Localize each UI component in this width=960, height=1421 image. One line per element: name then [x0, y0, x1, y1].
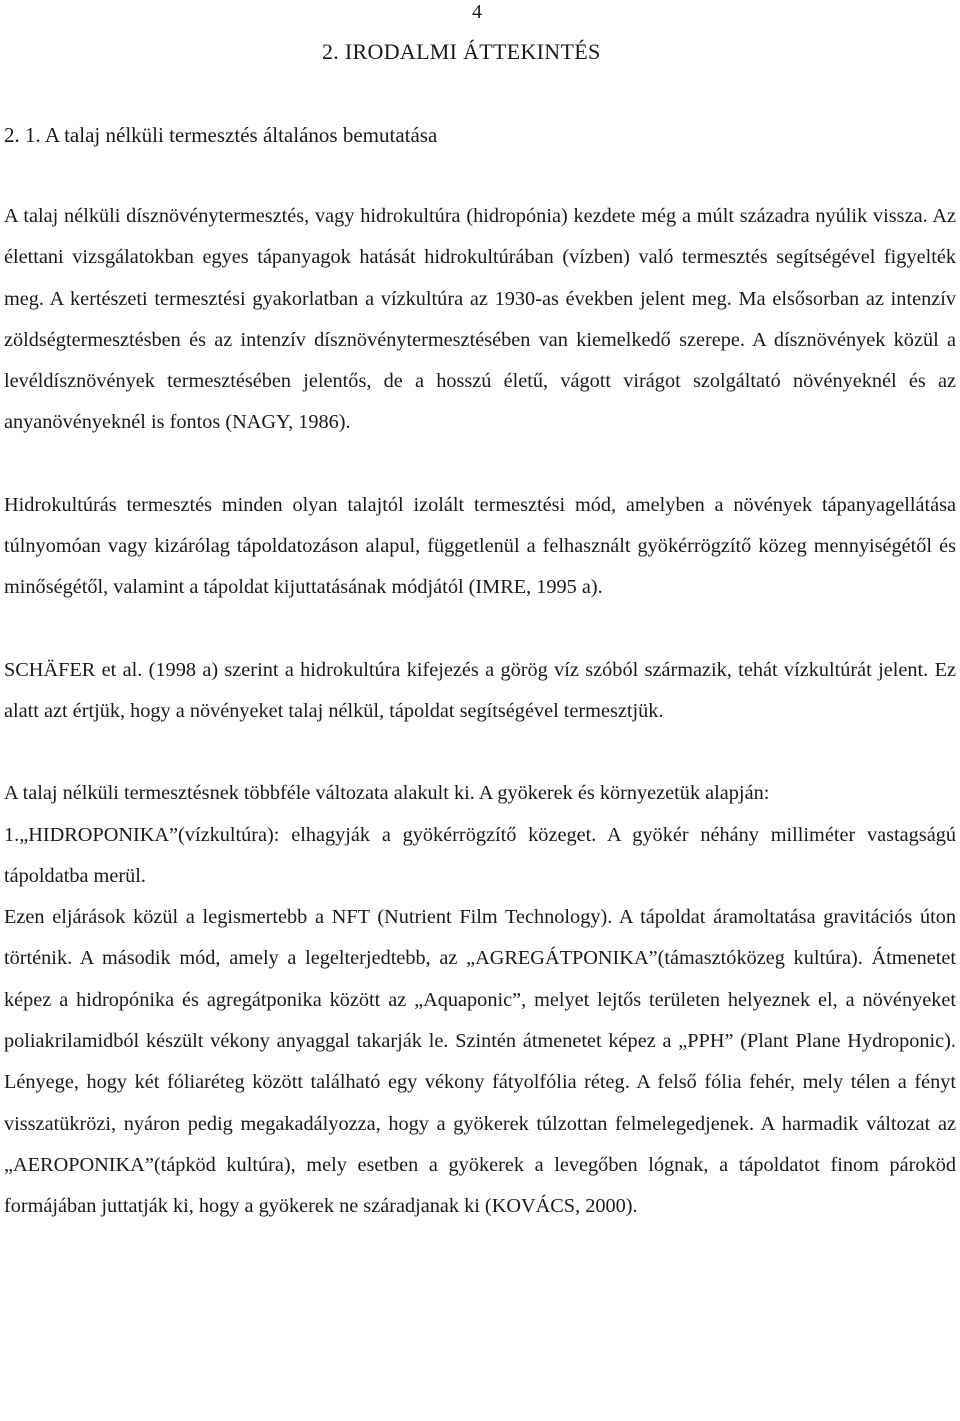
- paragraph-hidroponika: 1.„HIDROPONIKA”(vízkultúra): elhagyják a gyökérrögzítő közeget. A gyökér néhány milliméter vastagságú tápoldatba merül.: [4, 823, 956, 887]
- body-text: [4, 196, 956, 1228]
- paragraph-definition: Hidrokultúrás termesztés minden olyan talajtól izolált termesztési mód, amelyben a növények tápanyagellátása túlnyomóan vagy kizárólag tápoldatozáson alapul, függetlenül a felhasznált gyökérrögzítő közeg mennyiségétől és minőségétől, valamint a tápoldat kijuttatásának módjától (IMRE, 1995 a).: [4, 493, 956, 599]
- chapter-title: 2. IRODALMI ÁTTEKINTÉS: [322, 39, 601, 64]
- paragraph-methods: Ezen eljárások közül a legismertebb a NFT (Nutrient Film Technology). A tápoldat áramoltatása gravitációs úton történik. A második mód, amely a legelterjedtebb, az „AGREGÁTPONIKA”(támasztóközeg kultúra). Átmenetet képez a hidropónika és agregátponika között az „Aquaponic”, melyet lejtős területen helyeznek el, a növényeket poliakrilamidból készült vékony anyaggal takarják le. Szintén átmenetet képez a „PPH” (Plant Plane Hydroponic). Lényege, hogy két fóliaréteg között található egy vékony fátyolfólia réteg. A felső fólia fehér, mely télen a fényt visszatükrözi, nyáron pedig megakadályozza, hogy a gyökerek túlzottan felmelegedjenek. A harmadik változat az „AEROPONIKA”(tápköd kultúra), mely esetben a gyökerek a levegőben lógnak, a tápoldatot finom pároköd formájában juttatják ki, hogy a gyökerek ne száradjanak ki (KOVÁCS, 2000).: [4, 906, 956, 1218]
- paragraph-intro: A talaj nélküli dísznövénytermesztés, vagy hidrokultúra (hidropónia) kezdete még a múlt századra nyúlik vissza. Az élettani vizsgálatokban egyes tápanyagok hatását hidrokultúrában (vízben) való termesztés segítségével figyelték meg. A kertészeti termesztési gyakorlatban a vízkultúra az 1930-as években jelent meg. Ma elsősorban az intenzív zöldségtermesztésben és az intenzív dísznövénytermesztésében van kiemelkedő szerepe. A dísznövények közül a levéldísznövények termesztésében jelentős, de a hosszú életű, vágott virágot szolgáltató növényeknél és az anyanövényeknél is fontos (NAGY, 1986).: [4, 205, 956, 434]
- page-number: 4: [472, 1, 482, 23]
- paragraph-etymology: SCHÄFER et al. (1998 a) szerint a hidrokultúra kifejezés a görög víz szóból származik, tehát vízkultúrát jelent. Ez alatt azt értjük, hogy a növényeket talaj nélkül, tápoldat segítségével termesztjük.: [4, 658, 956, 722]
- section-title: 2. 1. A talaj nélküli termesztés általános bemutatása: [4, 123, 438, 147]
- paragraph-variants-intro: A talaj nélküli termesztésnek többféle változata alakult ki. A gyökerek és környezetük alapján:: [4, 782, 770, 805]
